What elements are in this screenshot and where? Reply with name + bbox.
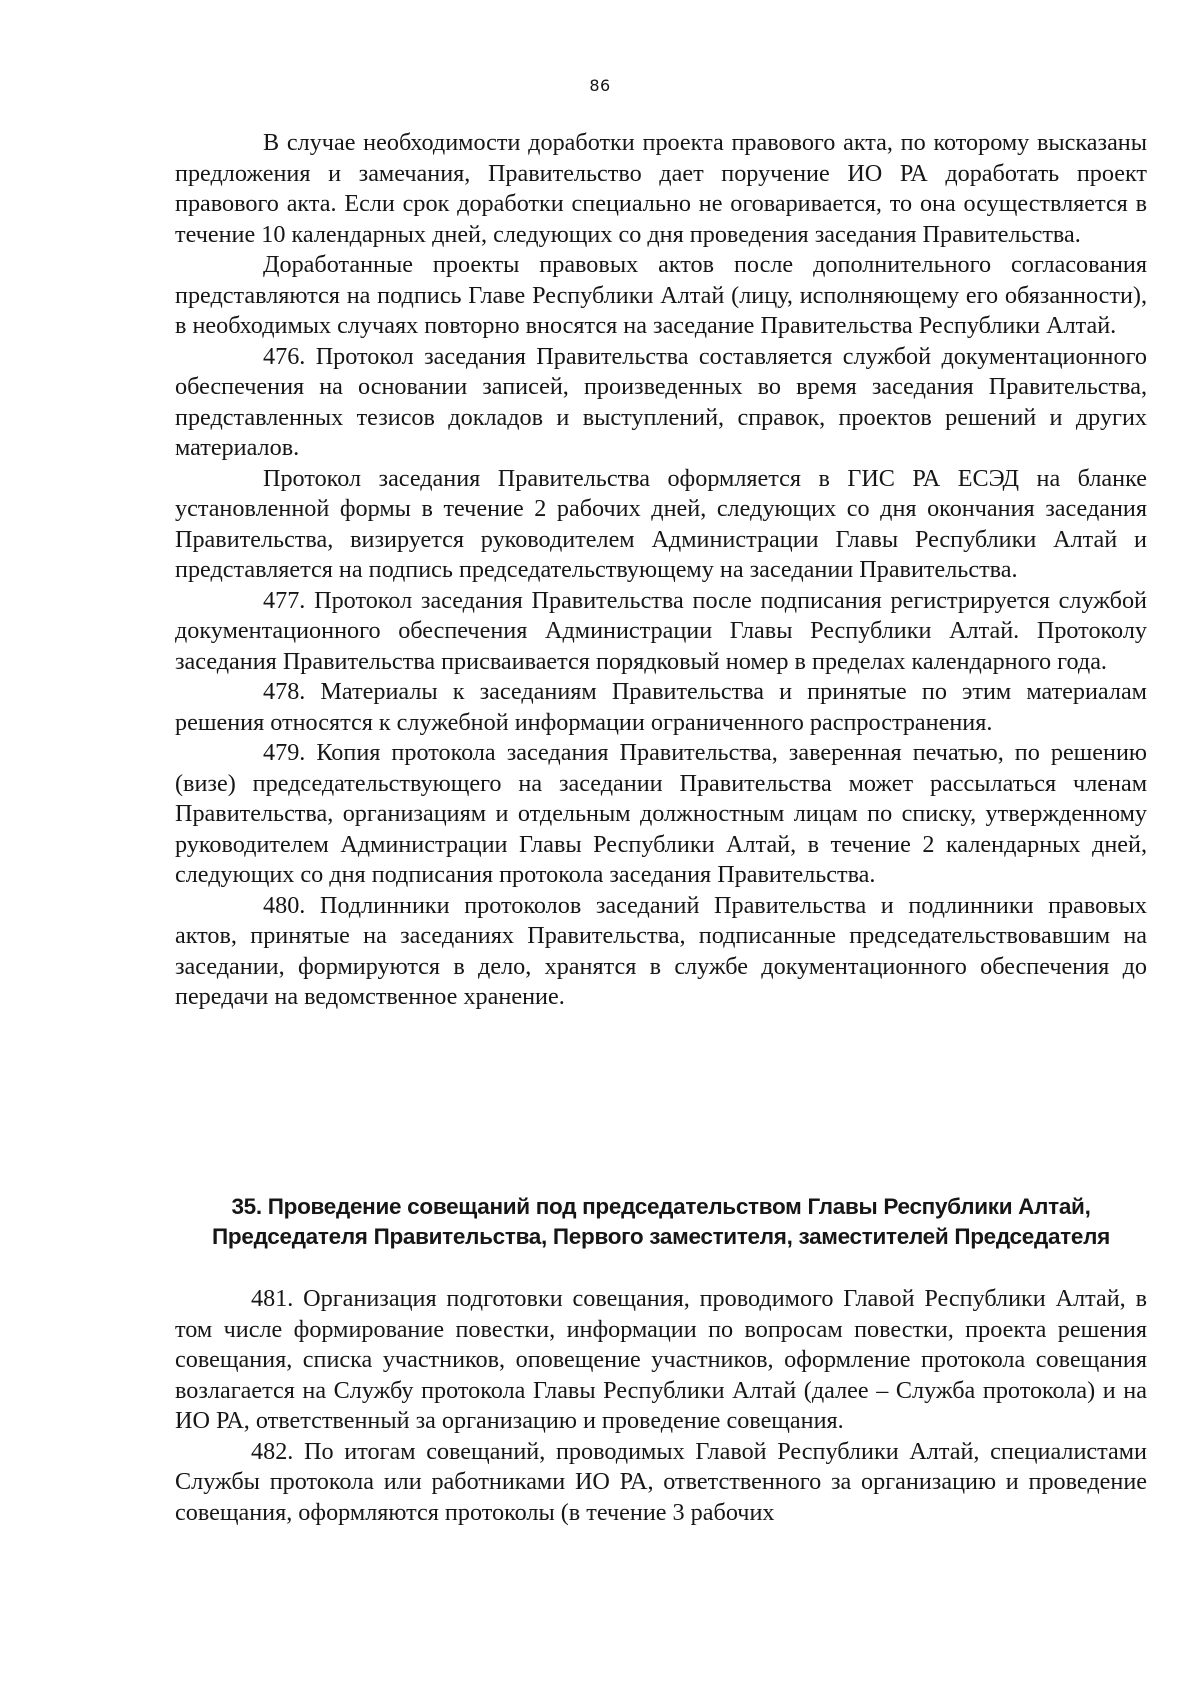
page-number: 86 (589, 76, 611, 95)
paragraph-478: 478. Материалы к заседаниям Правительства и принятые по этим материалам решения относятся к служебной информации ограниченного распространения. (175, 678, 1147, 736)
paragraph-477: 477. Протокол заседания Правительства после подписания регистрируется службой документационного обеспечения Администрации Главы Республики Алтай. Протоколу заседания Правительства присваивается порядковый номер в пределах календарного года. (175, 586, 1147, 675)
paragraph-479: 479. Копия протокола заседания Правительства, заверенная печатью, по решению (визе) председательствующего на заседании Правительства может рассылаться членам Правительства, организациям и отдельным должностным лицам по списку, утвержденному руководителем Администрации Главы Республики Алтай, в течение 2 календарных дней, следующих со дня подписания протокола заседания Правительства. (175, 739, 1147, 888)
paragraph-revised-drafts: Доработанные проекты правовых актов после дополнительного согласования представляются на подпись Главе Республики Алтай (лицу, исполняющему его обязанности), в необходимых случаях повторно вносятся на заседание Правительства Республики Алтай. (175, 251, 1147, 339)
document-body-upper (175, 128, 1147, 1013)
paragraph-480: 480. Подлинники протоколов заседаний Правительства и подлинники правовых актов, принятые на заседаниях Правительства, подписанные председательствовавшим на заседании, формируются в дело, хранятся в службе документационного обеспечения до передачи на ведомственное хранение. (175, 891, 1147, 1010)
section-heading (175, 1192, 1147, 1252)
section-heading-line-1: 35. Проведение совещаний под председательством Главы Республики Алтай, (231, 1194, 1091, 1219)
paragraph-482: 482. По итогам совещаний, проводимых Главой Республики Алтай, специалистами Службы протокола или работниками ИО РА, ответственного за организацию и проведение совещания, оформляются протоколы (в течение 3 рабочих (175, 1437, 1147, 1526)
section-heading-line-2: Председателя Правительства, Первого заместителя, заместителей Председателя (212, 1224, 1110, 1249)
paragraph-481: 481. Организация подготовки совещания, проводимого Главой Республики Алтай, в том числе формирование повестки, информации по вопросам повестки, проекта решения совещания, списка участников, оповещение участников, оформление протокола совещания возлагается на Службу протокола Главы Республики Алтай (далее – Служба протокола) и на ИО РА, ответственный за организацию и проведение совещания. (175, 1285, 1147, 1434)
document-body-lower (175, 1284, 1147, 1528)
paragraph-revision: В случае необходимости доработки проекта правового акта, по которому высказаны предложения и замечания, Правительство дает поручение ИО РА доработать проект правового акта. Если срок доработки специально не оговаривается, то она осуществляется в течение 10 календарных дней, следующих со дня проведения заседания Правительства. (175, 129, 1147, 248)
paragraph-476: 476. Протокол заседания Правительства составляется службой документационного обеспечения на основании записей, произведенных во время заседания Правительства, представленных тезисов докладов и выступлений, справок, проектов решений и других материалов. (175, 342, 1147, 461)
paragraph-protocol-form: Протокол заседания Правительства оформляется в ГИС РА ЕСЭД на бланке установленной формы в течение 2 рабочих дней, следующих со дня окончания заседания Правительства, визируется руководителем Администрации Главы Республики Алтай и представляется на подпись председательствующему на заседании Правительства. (175, 464, 1147, 583)
